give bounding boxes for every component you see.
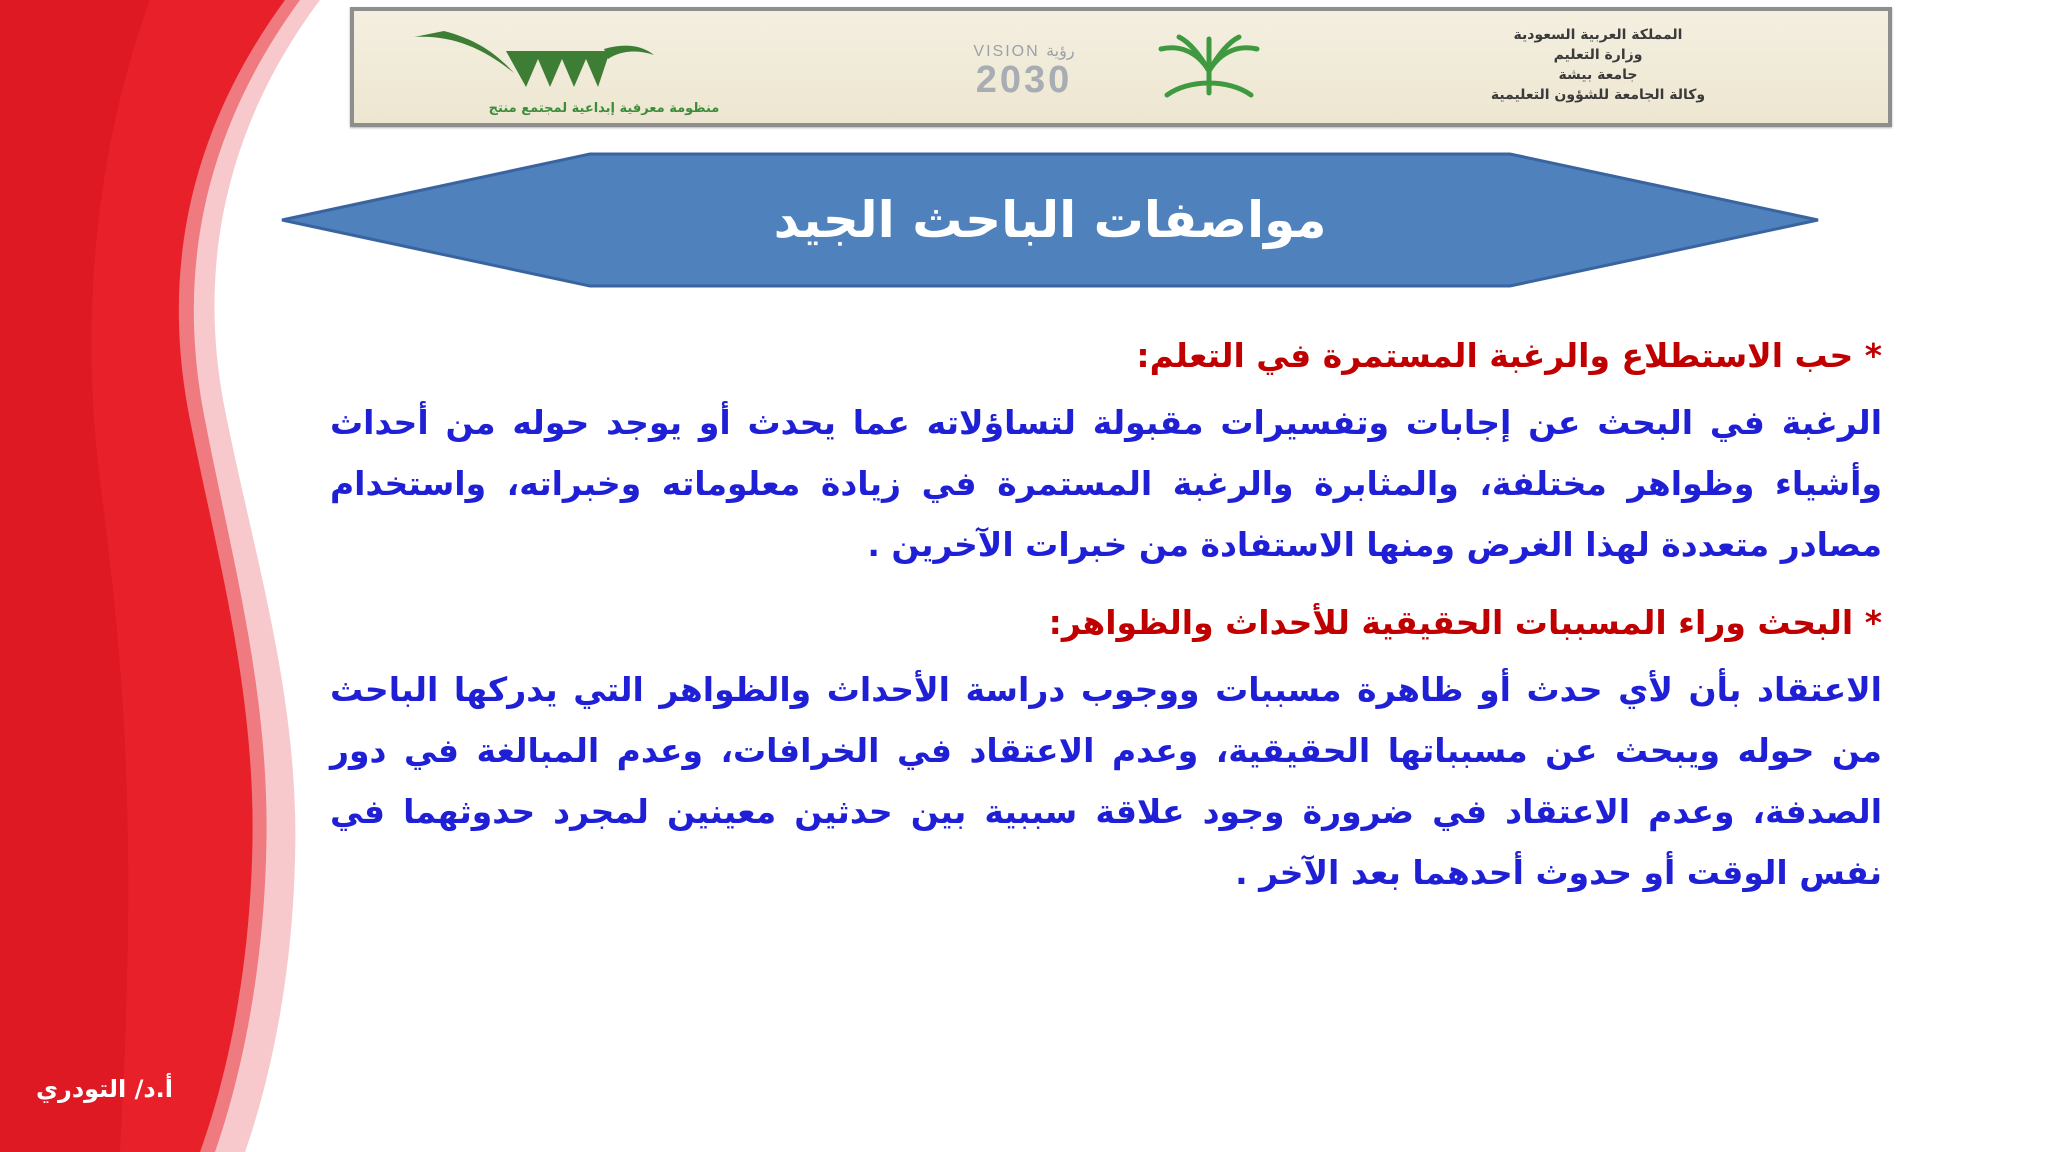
government-text-block xyxy=(1388,25,1808,105)
author-label: أ.د/ التودري xyxy=(36,1075,173,1103)
gov-line-agency: وكالة الجامعة للشؤون التعليمية xyxy=(1490,87,1706,103)
section-body: الاعتقاد بأن لأي حدث أو ظاهرة مسببات ووجوب دراسة الأحداث والظواهر التي يدركها الباحث من حوله ويبحث عن مسبباتها الحقيقية، وعدم الاعتقاد في الخرافات، وعدم المبالغة في دور الصدفة، وعدم الاعتقاد في ضرورة وجود علاقة سببية بين حدثين معينين لمجرد حدوثهما في نفس الوقت أو حدوث أحدهما بعد الآخر . xyxy=(330,670,1882,892)
vision-2030-logo xyxy=(934,33,1354,113)
gov-line-university: جامعة بيشة xyxy=(1558,67,1638,83)
slide-title: مواصفات الباحث الجيد xyxy=(773,191,1327,249)
palm-swords-icon xyxy=(1149,33,1269,103)
header-banner xyxy=(350,7,1892,127)
vision-year: 2030 xyxy=(975,59,1073,101)
vision-label: VISION رؤية xyxy=(973,43,1075,60)
section-heading: * حب الاستطلاع والرغبة المستمرة في التعلم: xyxy=(1136,336,1882,375)
section-curiosity xyxy=(330,330,1882,575)
gov-line-ministry: وزارة التعليم xyxy=(1553,47,1643,63)
slide-content xyxy=(330,330,1882,925)
gov-line-country: المملكة العربية السعودية xyxy=(1513,27,1683,43)
section-heading: * البحث وراء المسببات الحقيقية للأحداث والظواهر: xyxy=(1048,603,1882,642)
university-logo xyxy=(414,29,654,93)
university-slogan: منظومة معرفية إبداعية لمجتمع منتج xyxy=(488,101,720,116)
section-body: الرغبة في البحث عن إجابات وتفسيرات مقبولة لتساؤلاته عما يحدث أو يوجد حوله من أحداث وأشياء وظواهر مختلفة، والمثابرة والرغبة المستمرة في زيادة معلوماته وخبراته، واستخدام مصادر متعددة لهذا الغرض ومنها الاستفادة من خبرات الآخرين . xyxy=(330,403,1882,564)
section-true-causes xyxy=(330,597,1882,903)
red-swoosh-decoration xyxy=(0,0,320,1152)
